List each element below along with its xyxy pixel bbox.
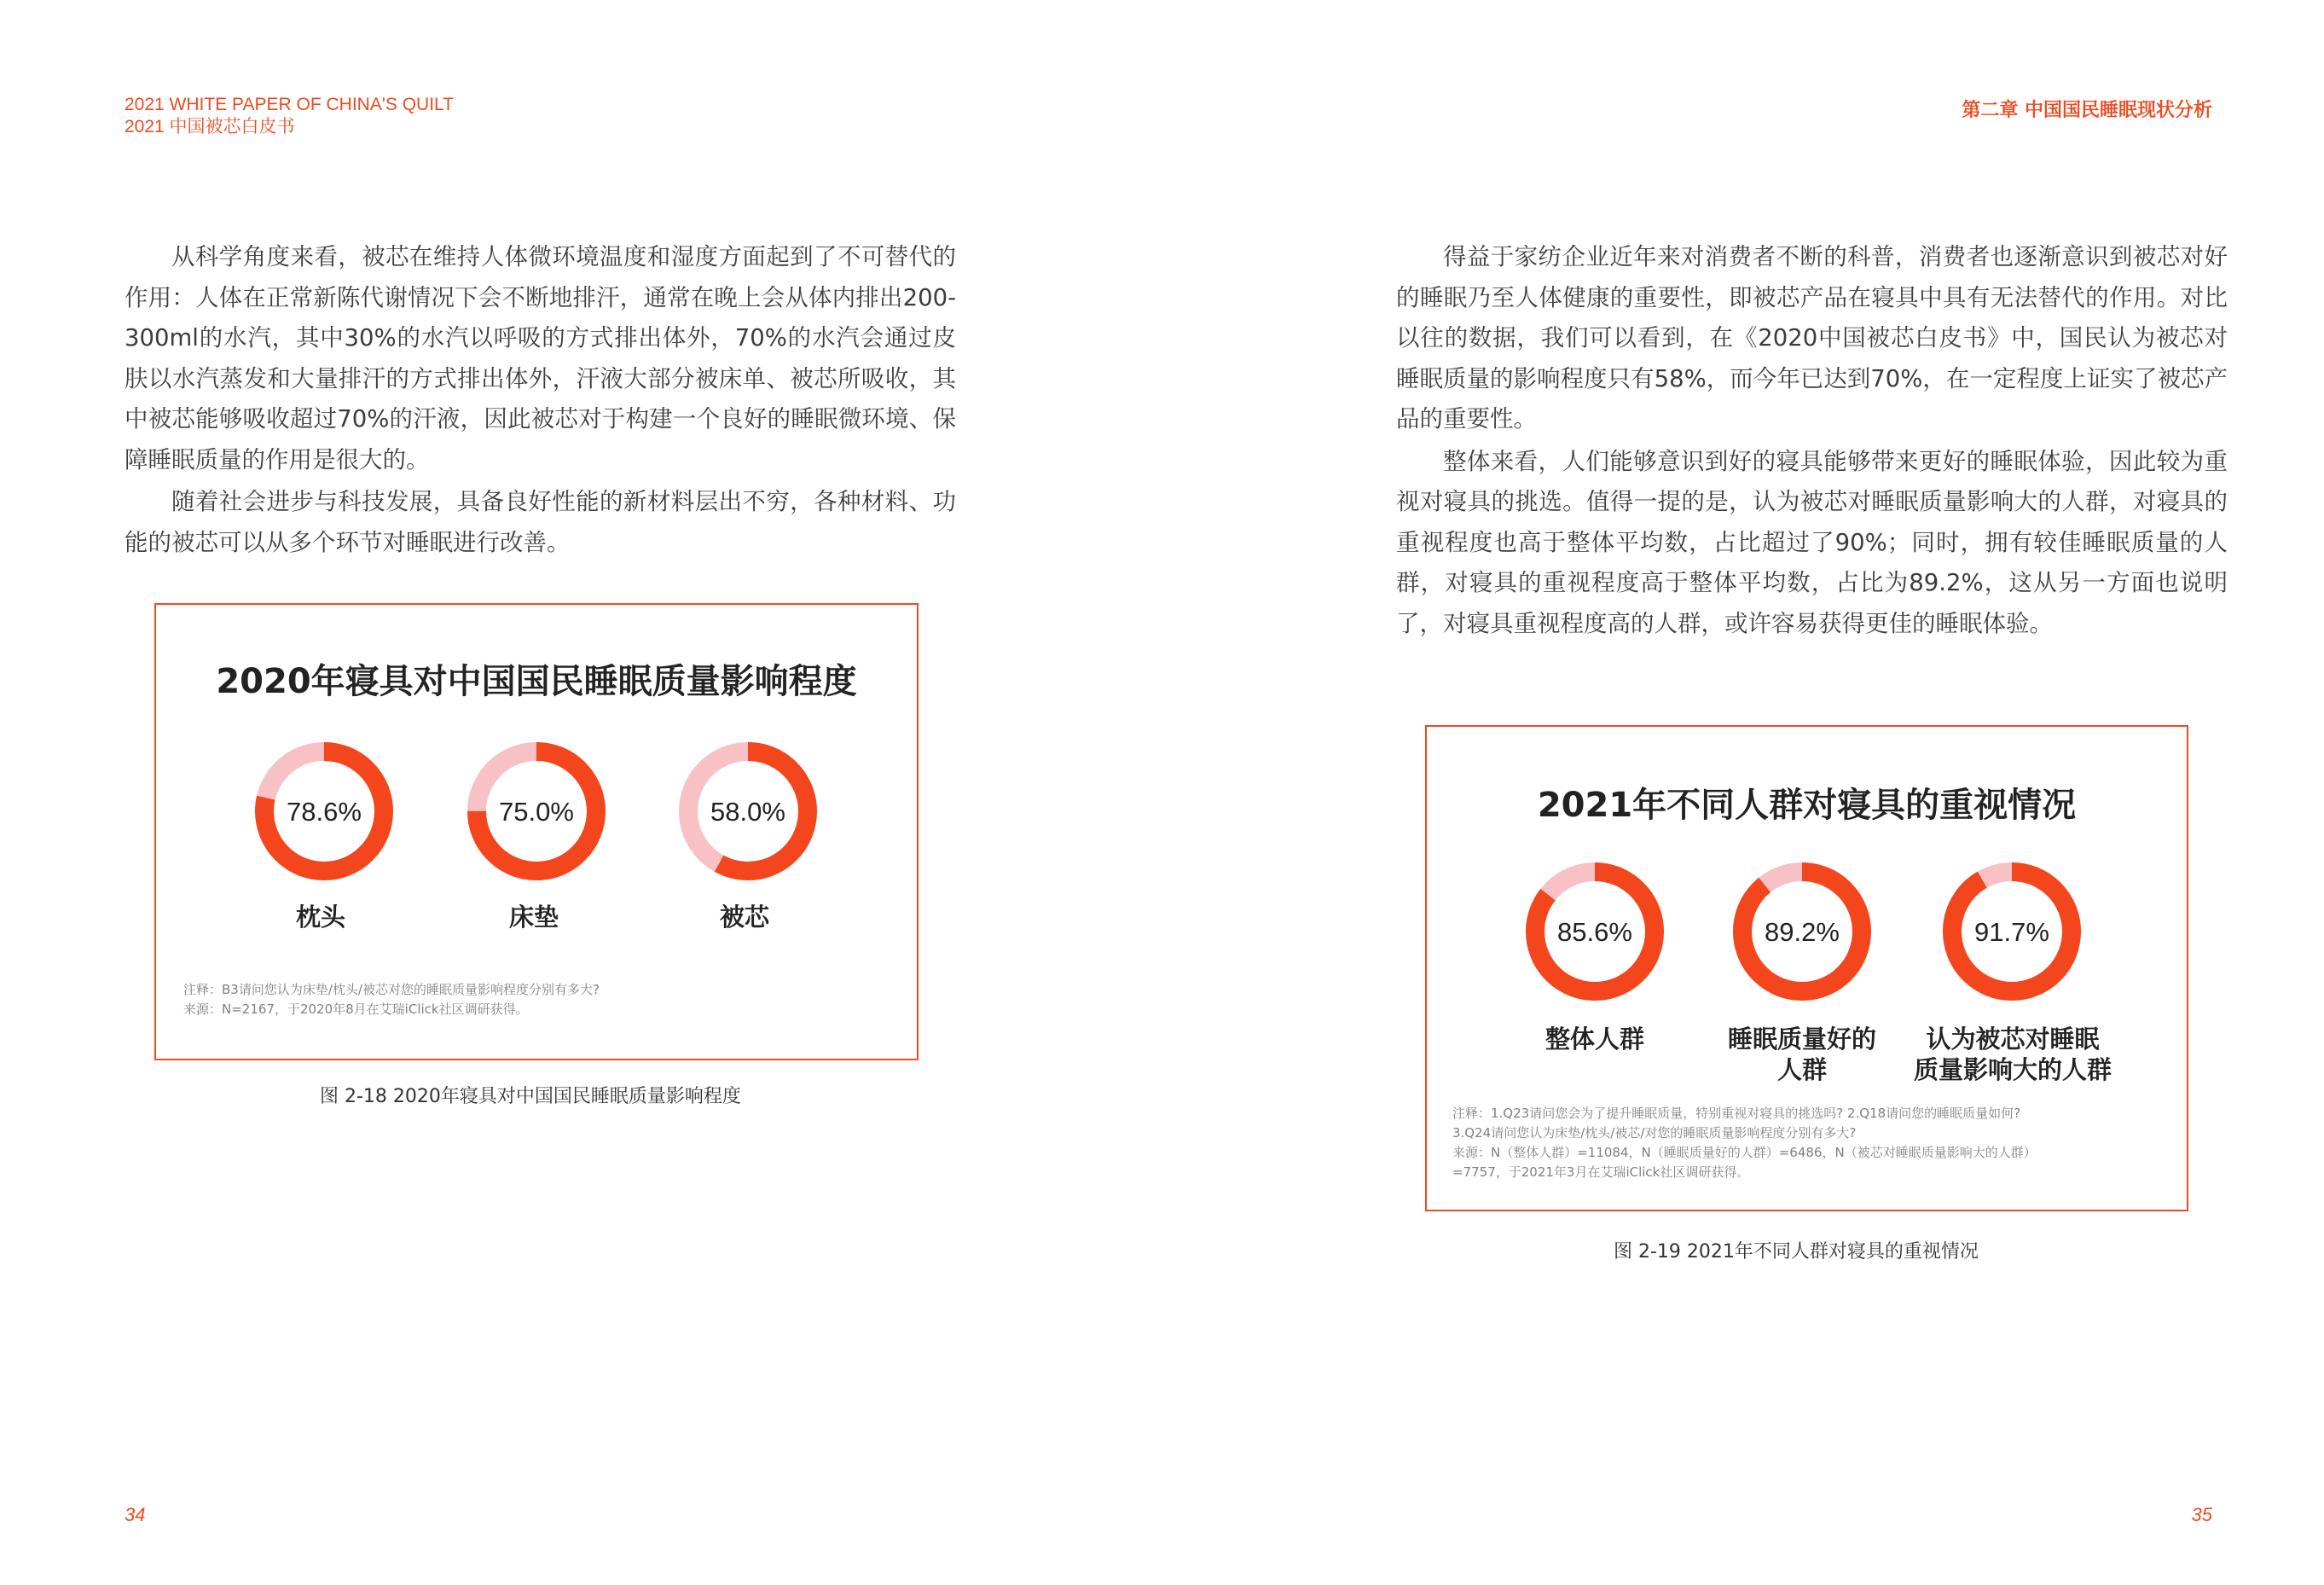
chart-frame-2020 xyxy=(154,603,919,1060)
donut-chart-2021 xyxy=(1427,727,2187,1034)
left-paragraph-2: 随着社会进步与科技发展，具备良好性能的新材料层出不穷，各种材料、功能的被芯可以从多个环节对睡眠进行改善。 xyxy=(125,488,956,556)
left-body-text xyxy=(125,237,956,565)
chart-frame-2021 xyxy=(1425,725,2188,1211)
right-body-text xyxy=(1396,237,2228,646)
book-title-cn: 2021 中国被芯白皮书 xyxy=(125,117,295,136)
donut-label-pillow: 枕头 xyxy=(295,903,345,932)
left-paragraph-1: 从科学角度来看，被芯在维持人体微环境温度和湿度方面起到了不可替代的作用：人体在正常新陈代谢情况下会不断地排汗，通常在晚上会从体内排出200-300ml的水汽，其中30%的水汽以呼吸的方式排出体外，70%的水汽会通过皮肤以水汽蒸发和大量排汗的方式排出体外，汗液大部分被床单、被芯所吸收，其中被芯能够吸收超过70%的汗液，因此被芯对于构建一个良好的睡眠微环境、保障睡眠质量的作用是很大的。 xyxy=(125,243,956,473)
donut-value-label: 75.0% xyxy=(499,797,574,827)
chart-note xyxy=(183,980,600,1019)
donut-label-line: 质量影响大的人群 xyxy=(1913,1055,2112,1084)
right-paragraph-2: 整体来看，人们能够意识到好的寝具能够带来更好的睡眠体验，因此较为重视对寝具的挑选。值得一提的是，认为被芯对睡眠质量影响大的人群，对寝具的重视程度也高于整体平均数，占比超过了90%；同时，拥有较佳睡眠质量的人群，对寝具的重视程度高于整体平均数，占比为89.2%，这从另一方面也说明了，对寝具重视程度高的人群，或许容易获得更佳的睡眠体验。 xyxy=(1396,447,2228,637)
donut-label-good-sleepers xyxy=(1691,1024,1913,1085)
chart-source-line: =7757，于2021年3月在艾瑞iClick社区调研获得。 xyxy=(1452,1164,1750,1180)
donut-label-line: 认为被芯对睡眠 xyxy=(1926,1025,2100,1054)
page-number-left: 34 xyxy=(125,1504,146,1525)
chart-source-line: 来源：N=2167，于2020年8月在艾瑞iClick社区调研获得。 xyxy=(183,1002,529,1017)
chart-title: 2020年寝具对中国国民睡眠质量影响程度 xyxy=(216,662,857,701)
figure-caption-2-19: 图 2-19 2021年不同人群对寝具的重视情况 xyxy=(1614,1241,1979,1263)
chapter-title: 第二章 中国国民睡眠现状分析 xyxy=(1962,100,2212,121)
chart-note-line: 3.Q24请问您认为床垫/枕头/被芯/对您的睡眠质量影响程度分别有多大? xyxy=(1452,1125,1857,1141)
chart-source-line: 来源：N（整体人群）=11084，N（睡眠质量好的人群）=6486，N（被芯对睡眠质量影响大的人群） xyxy=(1452,1145,2037,1160)
right-paragraph-1: 得益于家纺企业近年来对消费者不断的科普，消费者也逐渐意识到被芯对好的睡眠乃至人体健康的重要性，即被芯产品在寝具中具有无法替代的作用。对比以往的数据，我们可以看到，在《2020中国被芯白皮书》中，国民认为被芯对睡眠质量的影响程度只有58%，而今年已达到70%，在一定程度上证实了被芯产品的重要性。 xyxy=(1396,243,2228,433)
donut-value-label: 89.2% xyxy=(1765,917,1840,947)
donut-label-overall xyxy=(1484,1024,1706,1054)
donut-label-line: 整体人群 xyxy=(1545,1025,1644,1054)
figure-caption-2-18: 图 2-18 2020年寝具对中国国民睡眠质量影响程度 xyxy=(320,1086,741,1107)
chart-note xyxy=(1452,1104,2037,1182)
donut-label-line: 睡眠质量好的 xyxy=(1727,1025,1876,1054)
chart-note-line: 注释：1.Q23请问您会为了提升睡眠质量，特别重视对寝具的挑选吗? 2.Q18请问您的睡眠质量如何? xyxy=(1452,1106,2021,1121)
donut-value-label: 78.6% xyxy=(287,797,362,827)
book-title-en: 2021 WHITE PAPER OF CHINA'S QUILT xyxy=(125,95,454,114)
donut-label-quilt: 被芯 xyxy=(719,903,769,932)
donut-label-quilt-matters xyxy=(1889,1024,2136,1085)
donut-label-line: 人群 xyxy=(1776,1055,1827,1084)
donut-label-mattress: 床垫 xyxy=(508,903,559,932)
donut-value-label: 58.0% xyxy=(710,797,785,827)
page-number-right: 35 xyxy=(2191,1504,2212,1525)
chart-note-line: 注释：B3请问您认为床垫/枕头/被芯对您的睡眠质量影响程度分别有多大? xyxy=(183,982,600,997)
book-title xyxy=(125,94,454,138)
chart-title: 2021年不同人群对寝具的重视情况 xyxy=(1537,786,2077,825)
donut-value-label: 85.6% xyxy=(1557,917,1632,947)
donut-value-label: 91.7% xyxy=(1974,917,2049,947)
donut-chart-2020 xyxy=(156,605,917,929)
